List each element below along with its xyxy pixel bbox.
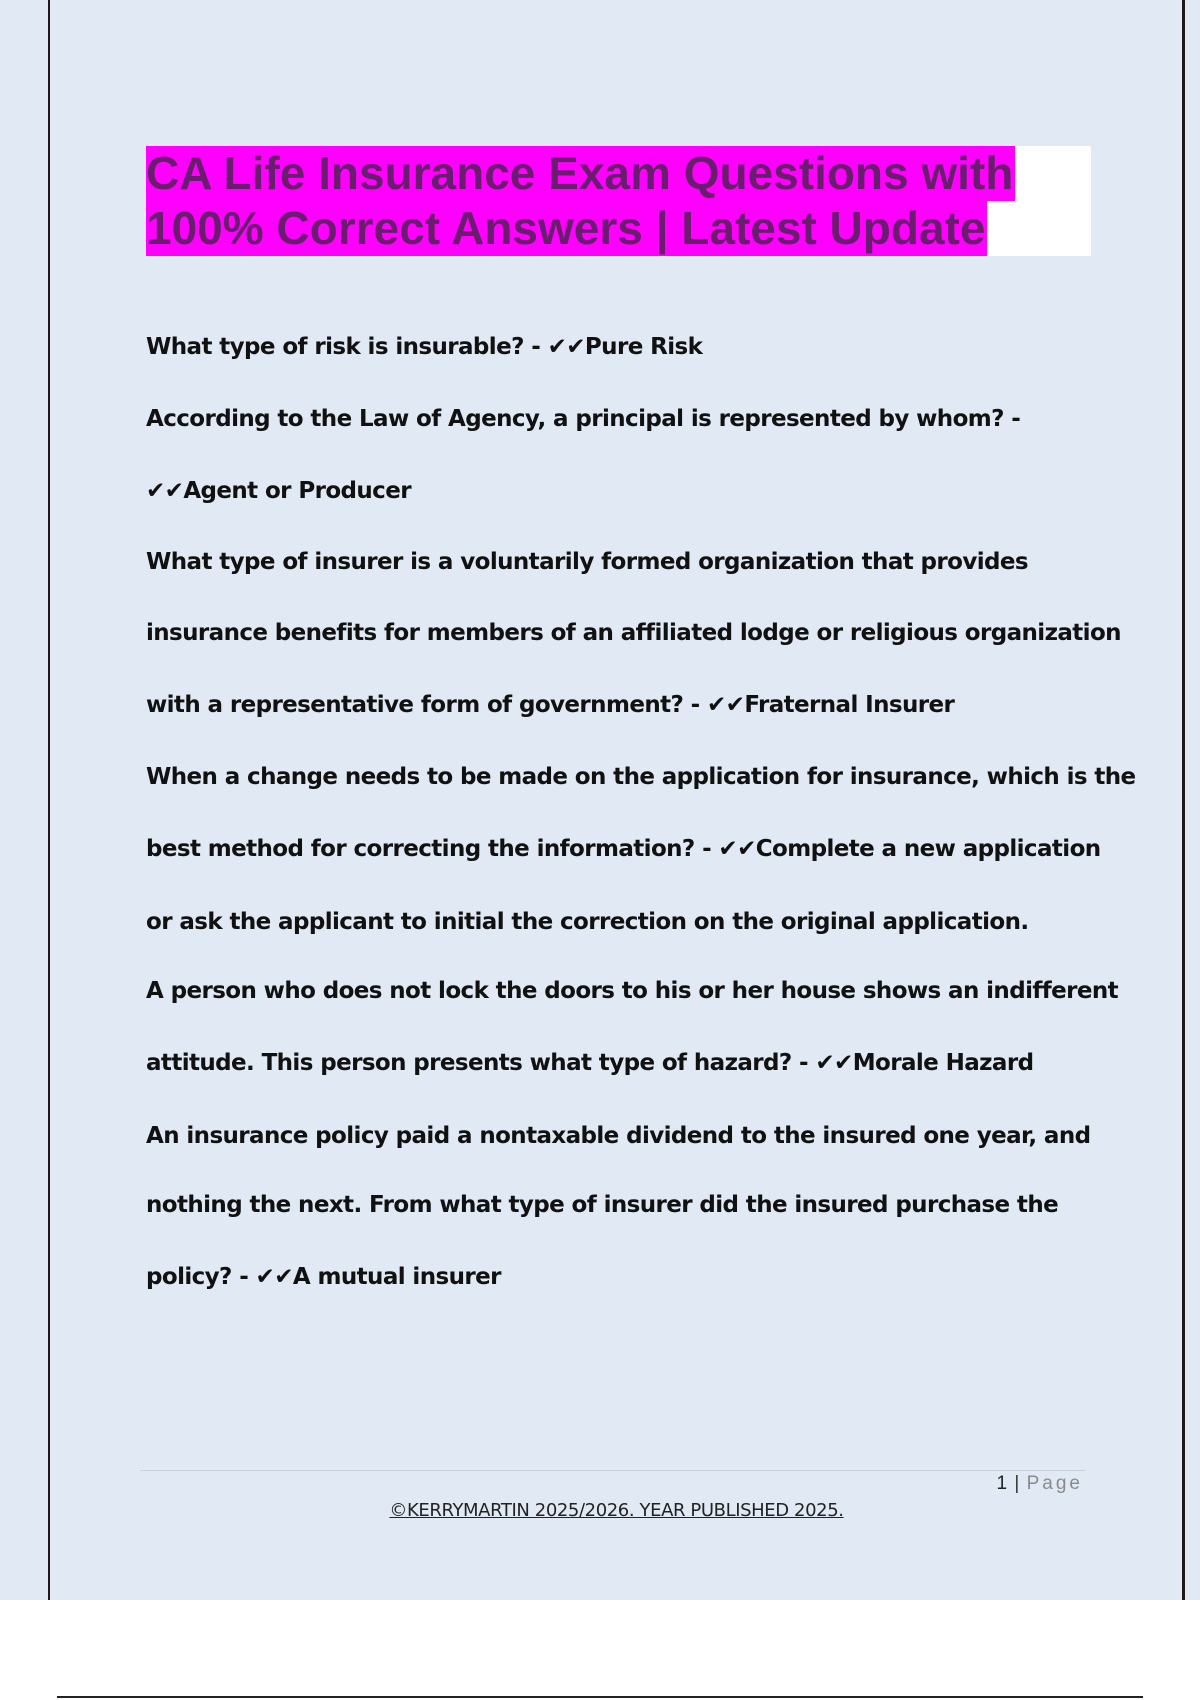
footer-divider xyxy=(140,1470,1085,1471)
question-1-line: What type of risk is insurable? - ✔✔Pure Risk xyxy=(146,334,703,360)
question-3-line-3: with a representative form of government? - ✔✔Fraternal Insurer xyxy=(146,692,955,718)
page-number-value: 1 xyxy=(996,1473,1009,1494)
page-left-border xyxy=(48,0,50,1600)
question-6-line-3: policy? - ✔✔A mutual insurer xyxy=(146,1264,501,1290)
question-3-line-1: What type of insurer is a voluntarily formed organization that provides xyxy=(146,549,1028,575)
document-title-line-2: 100% Correct Answers | Latest Update xyxy=(146,202,986,254)
question-4-line-1: When a change needs to be made on the application for insurance, which is the xyxy=(146,764,1136,790)
page-word: Page xyxy=(1026,1473,1083,1494)
question-5-line-2: attitude. This person presents what type of hazard? - ✔✔Morale Hazard xyxy=(146,1050,1034,1076)
question-6-line-1: An insurance policy paid a nontaxable dividend to the insured one year, and xyxy=(146,1123,1091,1149)
question-3-line-2: insurance benefits for members of an affiliated lodge or religious organization xyxy=(146,620,1121,646)
question-5-line-1: A person who does not lock the doors to his or her house shows an indifferent xyxy=(146,978,1119,1004)
question-4-line-3: or ask the applicant to initial the correction on the original application. xyxy=(146,909,1029,935)
question-4-line-2: best method for correcting the information? - ✔✔Complete a new application xyxy=(146,836,1101,862)
page-right-border xyxy=(1182,0,1185,1600)
copyright-notice xyxy=(0,1500,1200,1521)
copyright-text: ©KERRYMARTIN 2025/2026. YEAR PUBLISHED 2025. xyxy=(389,1500,844,1521)
question-2-line-1: According to the Law of Agency, a principal is represented by whom? - xyxy=(146,406,1021,432)
page-number-separator: | xyxy=(1014,1473,1021,1494)
answer-2-line: ✔✔Agent or Producer xyxy=(146,478,411,504)
page-number xyxy=(997,1473,1083,1495)
bottom-rule xyxy=(57,1696,1143,1698)
document-title-line-1: CA Life Insurance Exam Questions with xyxy=(146,147,1014,199)
question-6-line-2: nothing the next. From what type of insurer did the insured purchase the xyxy=(146,1192,1059,1218)
